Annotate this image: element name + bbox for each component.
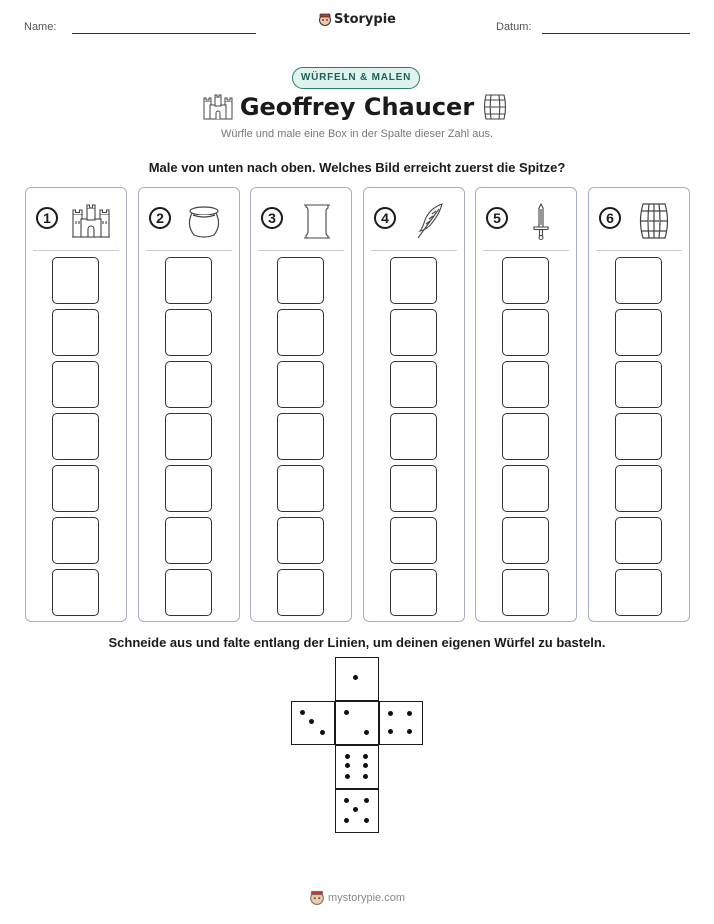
color-box[interactable] [390, 569, 437, 616]
color-box[interactable] [615, 517, 662, 564]
die-pip [344, 818, 349, 823]
die-pip [363, 763, 368, 768]
color-box[interactable] [502, 569, 549, 616]
die-pip [407, 729, 412, 734]
scroll-icon [295, 201, 337, 241]
storypie-mascot-icon [309, 889, 325, 905]
die-pip [345, 754, 350, 759]
color-box[interactable] [165, 361, 212, 408]
color-box[interactable] [165, 309, 212, 356]
column-number: 6 [599, 207, 621, 229]
die-pip [345, 774, 350, 779]
color-box[interactable] [52, 517, 99, 564]
column-number: 4 [374, 207, 396, 229]
color-box[interactable] [277, 465, 324, 512]
die-pip [344, 710, 349, 715]
brand-logo [0, 12, 714, 27]
color-box[interactable] [165, 517, 212, 564]
die-pip [320, 730, 325, 735]
die-pip [345, 763, 350, 768]
die-pip [353, 807, 358, 812]
color-box[interactable] [277, 361, 324, 408]
color-box[interactable] [277, 569, 324, 616]
color-box[interactable] [52, 361, 99, 408]
column-divider [258, 250, 344, 251]
column-1 [25, 187, 127, 622]
color-box[interactable] [277, 413, 324, 460]
die-pip [344, 798, 349, 803]
column-6 [588, 187, 690, 622]
die-pip [363, 754, 368, 759]
color-box[interactable] [277, 257, 324, 304]
color-box[interactable] [390, 309, 437, 356]
page-subtitle: Würfle und male eine Box in der Spalte dieser Zahl aus. [220, 128, 494, 140]
column-5 [475, 187, 577, 622]
color-box[interactable] [390, 517, 437, 564]
color-box[interactable] [615, 465, 662, 512]
die-face [335, 657, 379, 701]
die-pip [364, 818, 369, 823]
column-divider [371, 250, 457, 251]
color-box[interactable] [52, 413, 99, 460]
name-label: Name: [24, 21, 57, 33]
column-3 [250, 187, 352, 622]
color-box[interactable] [390, 361, 437, 408]
color-box[interactable] [615, 413, 662, 460]
quill-icon [408, 201, 450, 241]
column-divider [596, 250, 682, 251]
color-box[interactable] [277, 309, 324, 356]
die-pip [300, 710, 305, 715]
sword-icon [520, 201, 562, 241]
storypie-mascot-icon [318, 12, 332, 26]
castle-icon [70, 201, 112, 241]
die-pip [364, 798, 369, 803]
color-box[interactable] [615, 361, 662, 408]
game-instruction: Male von unten nach oben. Welches Bild erreicht zuerst die Spitze? [148, 160, 566, 175]
activity-badge: WÜRFELN & MALEN [292, 67, 420, 89]
die-pip [388, 729, 393, 734]
die-pip [364, 730, 369, 735]
color-box[interactable] [52, 309, 99, 356]
column-divider [146, 250, 232, 251]
color-box[interactable] [390, 465, 437, 512]
color-box[interactable] [165, 413, 212, 460]
footer-url[interactable]: mystorypie.com [327, 892, 406, 904]
die-pip [388, 711, 393, 716]
color-box[interactable] [390, 413, 437, 460]
color-box[interactable] [277, 517, 324, 564]
color-box[interactable] [502, 361, 549, 408]
color-box[interactable] [390, 257, 437, 304]
die-pip [309, 719, 314, 724]
die-pip [363, 774, 368, 779]
column-4 [363, 187, 465, 622]
page-title: Geoffrey Chaucer [239, 93, 475, 121]
column-number: 1 [36, 207, 58, 229]
die-pip [407, 711, 412, 716]
pot-icon [183, 201, 225, 241]
color-box[interactable] [502, 517, 549, 564]
column-divider [483, 250, 569, 251]
column-number: 2 [149, 207, 171, 229]
column-number: 5 [486, 207, 508, 229]
color-box[interactable] [615, 569, 662, 616]
color-box[interactable] [52, 465, 99, 512]
color-box[interactable] [502, 257, 549, 304]
die-face [335, 745, 379, 789]
die-face [335, 701, 379, 745]
color-box[interactable] [615, 257, 662, 304]
color-box[interactable] [502, 465, 549, 512]
cut-instruction: Schneide aus und falte entlang der Linien, um deinen eigenen Würfel zu basteln. [108, 635, 606, 650]
column-number: 3 [261, 207, 283, 229]
die-face [291, 701, 335, 745]
name-line[interactable] [72, 33, 256, 34]
color-box[interactable] [52, 257, 99, 304]
date-line[interactable] [542, 33, 690, 34]
footer [0, 889, 714, 905]
color-box[interactable] [502, 309, 549, 356]
die-pip [353, 675, 358, 680]
date-label: Datum: [496, 21, 532, 33]
column-2 [138, 187, 240, 622]
color-box[interactable] [52, 569, 99, 616]
barrel-icon [481, 92, 509, 122]
brand-name: Storypie [334, 12, 396, 27]
column-divider [33, 250, 119, 251]
color-box[interactable] [165, 465, 212, 512]
die-face [335, 789, 379, 833]
color-box[interactable] [615, 309, 662, 356]
color-box[interactable] [165, 257, 212, 304]
barrel-icon [633, 201, 675, 241]
color-box[interactable] [165, 569, 212, 616]
color-box[interactable] [502, 413, 549, 460]
die-face [379, 701, 423, 745]
